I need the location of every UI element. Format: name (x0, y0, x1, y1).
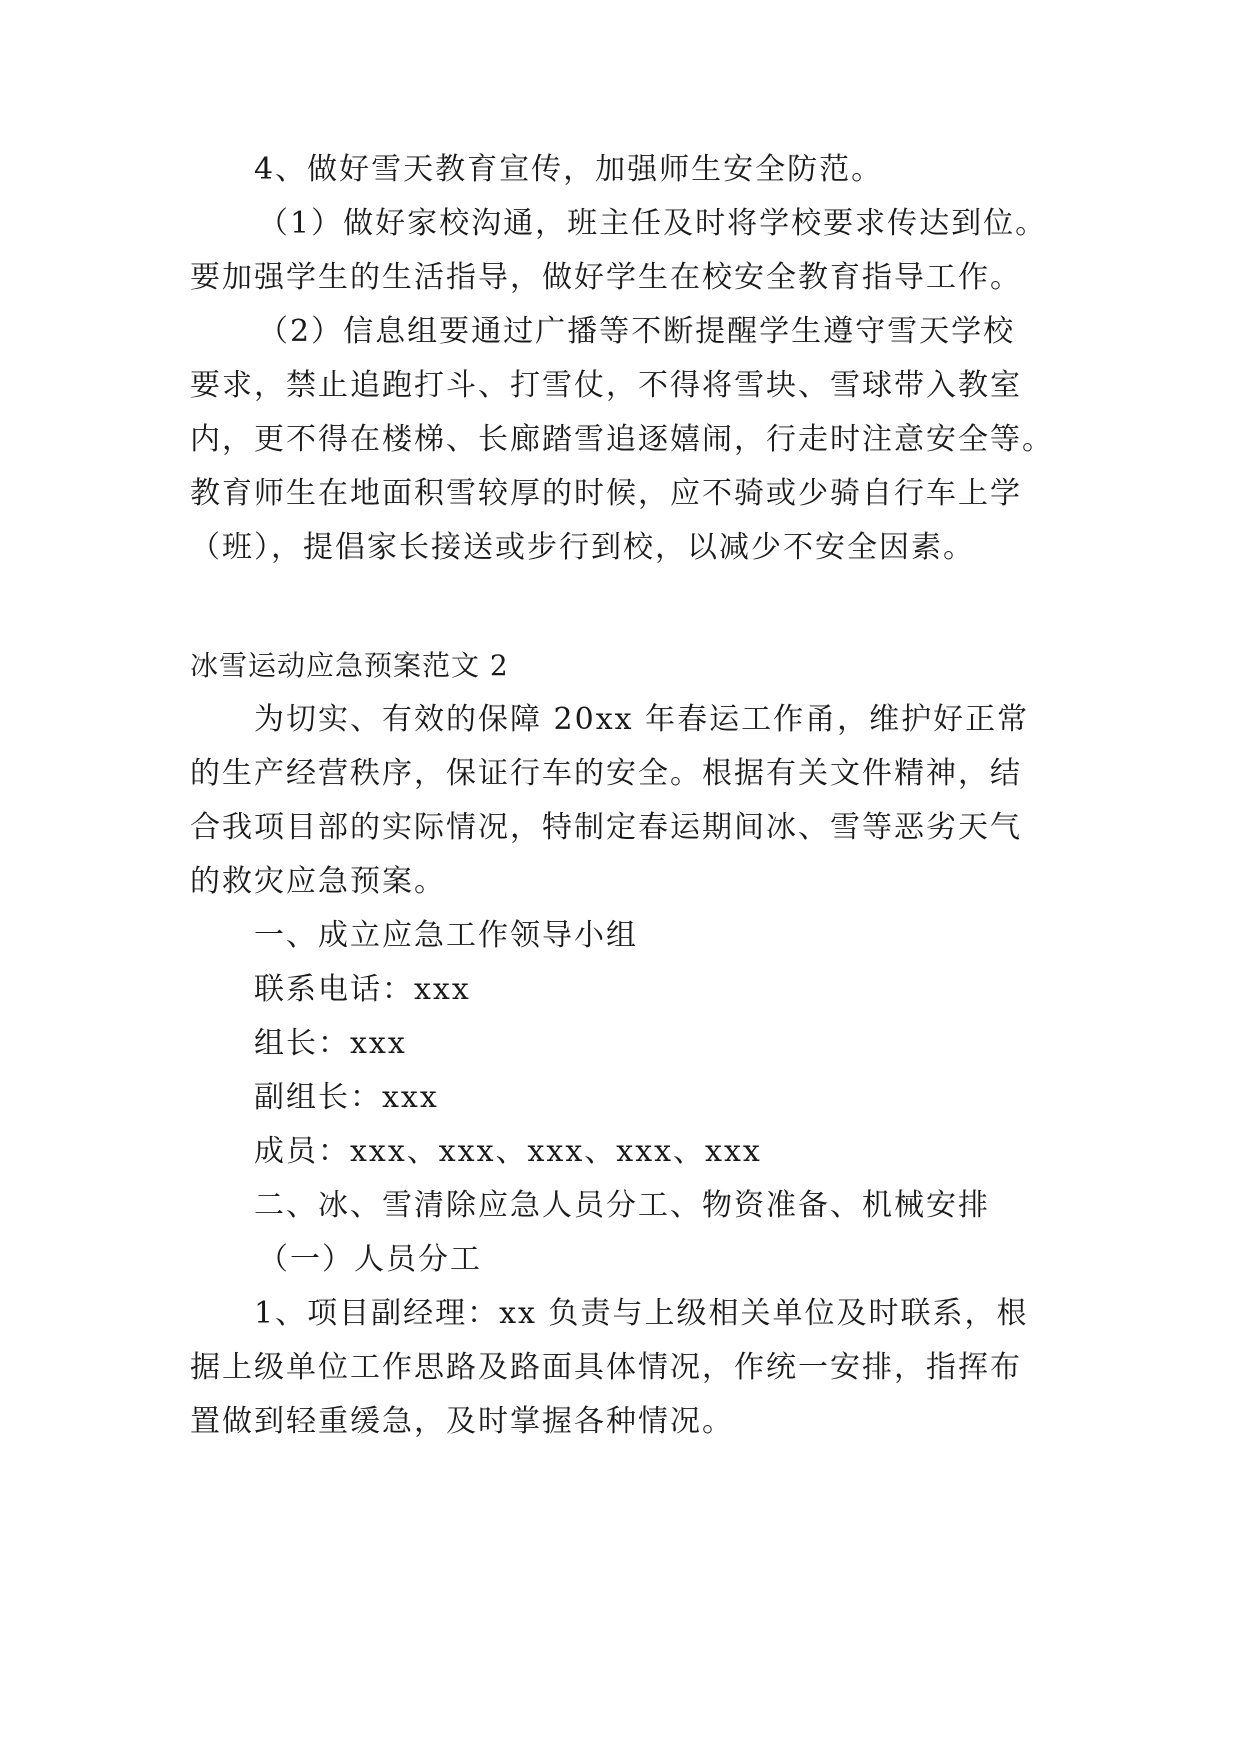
paragraph-line: 1、项目副经理：xx 负责与上级相关单位及时联系，根 (254, 1296, 1029, 1331)
paragraph-line: 的生产经营秩序，保证行车的安全。根据有关文件精神，结 (190, 756, 1022, 791)
subheading: （一）人员分工 (258, 1242, 482, 1277)
paragraph-line: 教育师生在地面积雪较厚的时候，应不骑或少骑自行车上学 (190, 476, 1022, 511)
section-heading: 冰雪运动应急预案范文 2 (190, 649, 509, 682)
paragraph-line: 要加强学生的生活指导，做好学生在校安全教育指导工作。 (190, 260, 1022, 295)
paragraph-line: 4、做好雪天教育宣传，加强师生安全防范。 (254, 152, 884, 187)
subheading: 二、冰、雪清除应急人员分工、物资准备、机械安排 (254, 1188, 990, 1223)
paragraph-line: 合我项目部的实际情况，特制定春运期间冰、雪等恶劣天气 (190, 810, 1022, 845)
paragraph-line: 置做到轻重缓急，及时掌握各种情况。 (190, 1404, 734, 1439)
paragraph-line: 为切实、有效的保障 20xx 年春运工作甬，维护好正常 (254, 702, 1030, 737)
paragraph-line: （班），提倡家长接送或步行到校，以减少不安全因素。 (190, 530, 975, 565)
paragraph-line: （1）做好家校沟通，班主任及时将学校要求传达到位。 (258, 206, 1048, 241)
group-leader: 组长：xxx (254, 1026, 407, 1061)
subheading: 一、成立应急工作领导小组 (254, 918, 638, 953)
paragraph-line: 的救灾应急预案。 (190, 864, 446, 899)
paragraph-line: （2）信息组要通过广播等不断提醒学生遵守雪天学校 (258, 314, 1016, 349)
deputy-leader: 副组长：xxx (254, 1080, 439, 1115)
members: 成员：xxx、xxx、xxx、xxx、xxx (254, 1134, 762, 1169)
paragraph-line: 内，更不得在楼梯、长廊踏雪追逐嬉闹，行走时注意安全等。 (190, 422, 1054, 457)
paragraph-line: 要求，禁止追跑打斗、打雪仗，不得将雪块、雪球带入教室 (190, 368, 1022, 403)
contact-phone: 联系电话：xxx (254, 972, 471, 1007)
paragraph-line: 据上级单位工作思路及路面具体情况，作统一安排，指挥布 (190, 1350, 1022, 1385)
